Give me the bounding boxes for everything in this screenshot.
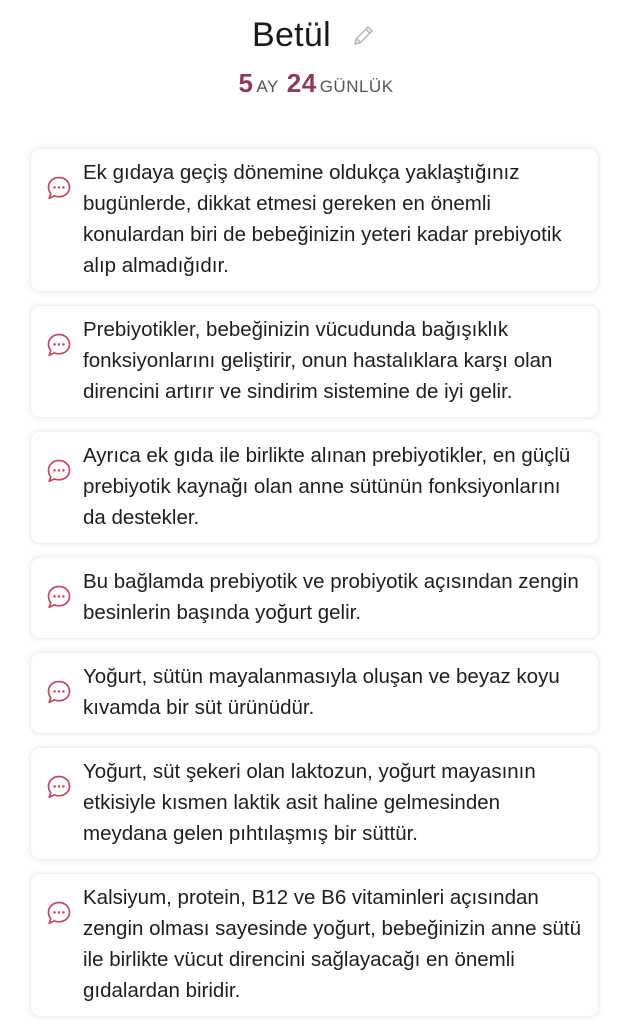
info-card[interactable] (30, 148, 599, 292)
pencil-icon[interactable] (349, 22, 377, 50)
info-card-text: Bu bağlamda prebiyotik ve probiyotik açısından zengin besinlerin başında yoğurt gelir. (83, 570, 579, 624)
chat-bubble-icon (45, 899, 73, 927)
info-card-list (0, 100, 629, 1017)
name-row (0, 14, 629, 56)
info-card[interactable] (30, 747, 599, 860)
info-card[interactable] (30, 305, 599, 418)
info-card[interactable] (30, 557, 599, 639)
chat-bubble-icon (45, 773, 73, 801)
age-months-unit: AY (256, 77, 279, 96)
baby-name: Betül (252, 15, 331, 54)
chat-bubble-icon (45, 583, 73, 611)
age-days-unit: GÜNLÜK (319, 77, 394, 96)
info-card-text: Prebiyotikler, bebeğinizin vücudunda bağışıklık fonksiyonlarını geliştirir, onun hastalıklara karşı olan direncini artırır ve sindirim sistemine de iyi gelir. (83, 318, 553, 403)
info-card[interactable] (30, 431, 599, 544)
info-card-text: Yoğurt, süt şekeri olan laktozun, yoğurt mayasının etkisiyle kısmen laktik asit haline gelmesinden meydana gelen pıhtılaşmış bir süttür. (83, 760, 536, 845)
chat-bubble-icon (45, 678, 73, 706)
info-card-text: Kalsiyum, protein, B12 ve B6 vitaminleri açısından zengin olması sayesinde yoğurt, bebeğinizin anne sütü ile birlikte vücut direncini sağlayacağı en önemli gıdalardan biridir. (83, 886, 582, 1002)
info-card-text: Ayrıca ek gıda ile birlikte alınan prebiyotikler, en güçlü prebiyotik kaynağı olan anne sütünün fonksiyonlarını da destekler. (83, 444, 571, 529)
info-card[interactable] (30, 652, 599, 734)
info-card-text: Yoğurt, sütün mayalanmasıyla oluşan ve beyaz koyu kıvamda bir süt ürünüdür. (83, 665, 560, 719)
chat-bubble-icon (45, 174, 73, 202)
info-card[interactable] (30, 873, 599, 1017)
profile-header (0, 0, 629, 100)
chat-bubble-icon (45, 331, 73, 359)
baby-age (0, 68, 629, 99)
chat-bubble-icon (45, 457, 73, 485)
age-months: 5 (238, 68, 254, 98)
age-days: 24 (286, 68, 317, 98)
info-card-text: Ek gıdaya geçiş dönemine oldukça yaklaştığınız bugünlerde, dikkat etmesi gereken en önemli konulardan biri de bebeğinizin yeteri kadar prebiyotik alıp almadığıdır. (83, 161, 562, 277)
